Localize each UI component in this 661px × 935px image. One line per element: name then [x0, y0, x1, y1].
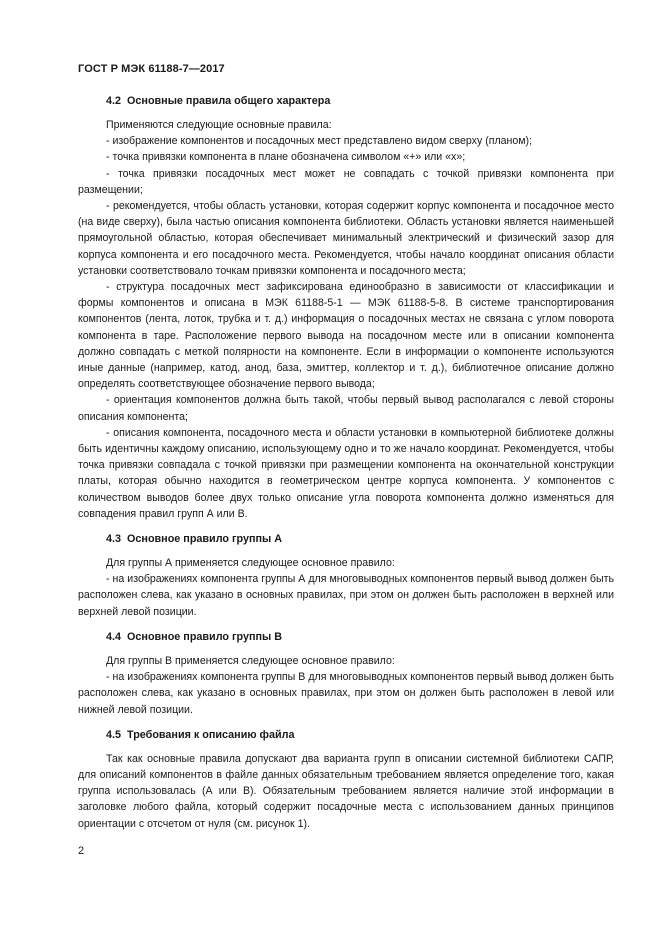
section-heading	[78, 630, 614, 644]
section-heading	[78, 94, 614, 108]
paragraph: Применяются следующие основные правила:	[106, 119, 332, 131]
paragraph: - точка привязки компонента в плане обозначена символом «+» или «x»;	[106, 151, 466, 164]
paragraph: - ориентация компонентов должна быть такой, чтобы первый вывод располагался с левой стороны описания компонента;	[78, 394, 614, 423]
paragraph: - описания компонента, посадочного места и области установки в компьютерной библиотеке должны быть идентичны каждому описанию, использующему одно и то же начало координат. Рекомендуется, чтобы точка привязки совпадала с точкой привязки при размещении компонента на окончательной конструкции платы, которая обычно находится в геометрическом центре корпуса компонента. У компонентов с количеством выводов более двух только описание угла поворота компонента должно изменяться для совпадения правил групп А или В.	[78, 426, 614, 520]
section-title: Требования к описанию файла	[127, 728, 295, 741]
paragraph: - структура посадочных мест зафиксирована единообразно в зависимости от классификации и формы компонентов и описана в МЭК 61188-5-1 — МЭК 61188-5-8. В системе транспортирования компонентов (лента, лоток, трубка и т. д.) информация о посадочных местах не связана с углом поворота компонента в таре. Расположение первого вывода на посадочном месте или в описании компонента должно совпадать с меткой полярности на компоненте. Если в информации о компоненте используются иные данные (например, катод, анод, база, эмиттер, коллектор и т. д.), библиотечное описание должно определять соответствующее обозначение первого вывода;	[78, 281, 614, 391]
section-number: 4.3	[106, 533, 122, 546]
section-heading	[78, 532, 614, 546]
paragraph: - на изображениях компонента группы А для многовыводных компонентов первый вывод должен быть расположен слева, как указано в основных правилах, при этом он должен быть расположен в верхней или верхней левой позиции.	[78, 573, 614, 618]
paragraph: Для группы В применяется следующее основное правило:	[106, 654, 395, 667]
section-4-5	[78, 728, 614, 832]
paragraph: - рекомендуется, чтобы область установки, которая содержит корпус компонента и посадочное место (на виде сверху), была частью описания компонента библиотеки. Область установки является наименьшей прямоугольной областью, которая обеспечивает минимальный электрический и физический зазор для корпуса компонента и его посадочного места. Рекомендуется, чтобы начало координат описания области установки соответствовало точкам привязки компонента и посадочного места;	[78, 200, 614, 277]
page-number: 2	[78, 845, 85, 857]
section-heading	[78, 728, 614, 742]
paragraph: - изображение компонентов и посадочных мест представлено видом сверху (планом);	[106, 135, 533, 148]
paragraph: - на изображениях компонента группы В для многовыводных компонентов первый вывод должен быть расположен слева, как указано в основных правилах, при этом он должен быть расположен в левой или нижней левой позиции.	[78, 671, 614, 716]
paragraph: Для группы А применяется следующее основное правило:	[106, 557, 395, 570]
paragraph: - точка привязки посадочных мест может не совпадать с точкой привязки компонента при размещении;	[78, 167, 614, 196]
document-header: ГОСТ Р МЭК 61188-7—2017	[78, 63, 225, 75]
section-title: Основное правило группы А	[127, 533, 283, 546]
section-title: Основные правила общего характера	[127, 95, 331, 107]
section-4-4	[78, 630, 614, 718]
section-4-2	[78, 94, 614, 522]
section-number: 4.4	[106, 630, 122, 643]
section-number: 4.5	[106, 728, 122, 741]
section-4-3	[78, 532, 614, 620]
section-title: Основное правило группы В	[127, 630, 283, 643]
paragraph: Так как основные правила допускают два варианта групп в описании системной библиотеки САПР, для описаний компонентов в файле данных обязательным требованием является определение того, какая группа использовалась (А или В). Обязательным требованием является наличие этой информации в заголовке любого файла, который содержит посадочные места с использованием данных принципов ориентации с отсчетом от нуля (см. рисунок 1).	[78, 752, 614, 830]
section-number: 4.2	[106, 95, 122, 107]
document-body	[78, 94, 614, 842]
